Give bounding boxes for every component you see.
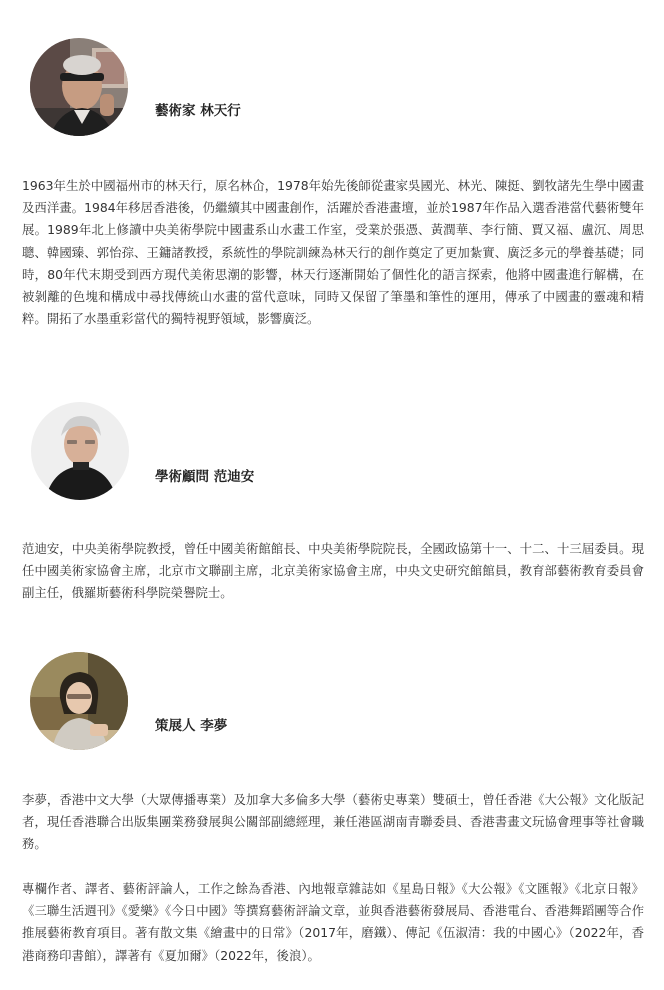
advisor-role: 學術顧問 bbox=[155, 469, 209, 485]
artist-name bbox=[155, 99, 241, 119]
advisor-bio: 范迪安，中央美術學院教授，曾任中國美術館館長、中央美術學院院長，全國政協第十一、十二、十三屆委員。現任中國美術家協會主席，北京市文聯副主席，北京美術家協會主席，中央文史研究館館員，教育部藝術教育委員會副主任，俄羅斯藝術科學院榮譽院士。 bbox=[22, 541, 644, 601]
curator-name bbox=[155, 714, 227, 734]
curator-bio-1: 李夢，香港中文大學（大眾傳播專業）及加拿大多倫多大學（藝術史專業）雙碩士，曾任香港《大公報》文化版記者，現任香港聯合出版集團業務發展與公關部副總經理，兼任港區湖南青聯委員、香港書畫文玩協會理事等社會職務。 bbox=[22, 792, 644, 852]
advisor-name bbox=[155, 465, 254, 485]
artist-avatar bbox=[30, 38, 128, 136]
advisor-name-text: 范迪安 bbox=[213, 469, 255, 485]
curator-name-text: 李夢 bbox=[200, 718, 228, 734]
artist-role: 藝術家 bbox=[155, 103, 196, 119]
curator-avatar bbox=[30, 652, 128, 750]
advisor-avatar bbox=[31, 402, 129, 500]
curator-role: 策展人 bbox=[155, 718, 196, 734]
curator-bio-2: 專欄作者、譯者、藝術評論人，工作之餘為香港、內地報章雜誌如《星島日報》《大公報》《文匯報》《北京日報》《三聯生活週刊》《愛樂》《今日中國》等撰寫藝術評論文章，並與香港藝術發展局、香港電台、香港舞蹈團等合作推展藝術教育項目。著有散文集《繪畫中的日常》（2017年，磨鐵）、傳記《伍淑清：我的中國心》（2022年，香港商務印書館），譯著有《夏加爾》（2022年，後浪）。 bbox=[22, 881, 644, 963]
artist-name-text: 林天行 bbox=[200, 103, 241, 119]
artist-bio: 1963年生於中國福州市的林天行，原名林仚，1978年始先後師從畫家吳國光、林光、陳挺、劉牧諸先生學中國畫及西洋畫。1984年移居香港後，仍繼續其中國畫創作，活躍於香港畫壇，並於1987年作品入選香港當代藝術雙年展。1989年北上修讀中央美術學院中國畫系山水畫工作室，受業於張憑、黃潤華、李行簡、賈又福、盧沉、周思聰、韓國臻、郭怡孮、王鏞諸教授，系統性的學院訓練為林天行的創作奠定了更加紮實、廣泛多元的學養基礎；同時，80年代末期受到西方現代美術思潮的影響，林天行逐漸開始了個性化的語言探索，他將中國畫進行解構，在被剝離的色塊和構成中尋找傳統山水畫的當代意味，同時又保留了筆墨和筆性的運用，傳承了中國畫的靈魂和精粹。開拓了水墨重彩當代的獨特視野領域，影響廣泛。 bbox=[22, 178, 644, 327]
